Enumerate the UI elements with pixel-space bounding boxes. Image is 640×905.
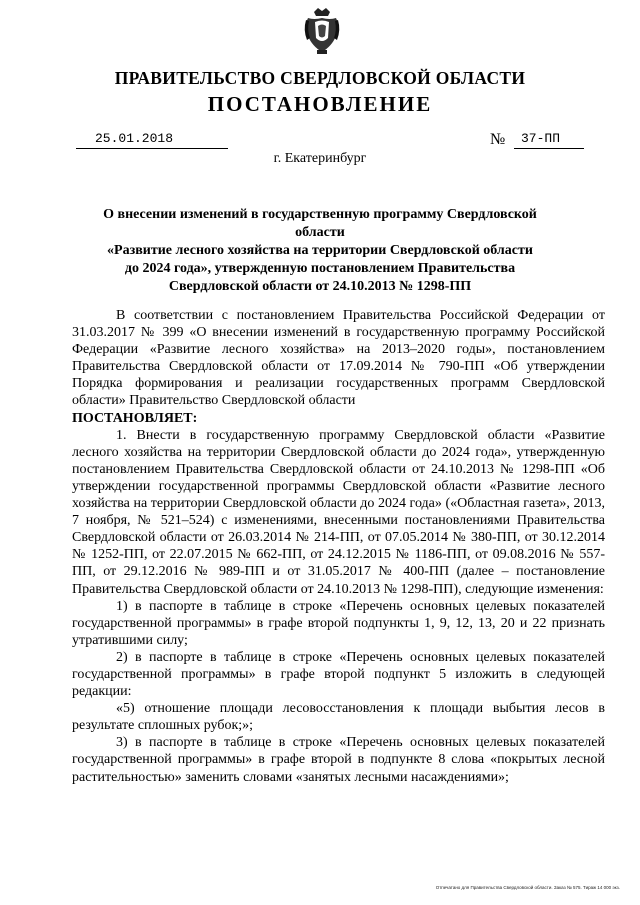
title-line: до 2024 года», утвержденную постановлением Правительства xyxy=(124,261,516,276)
title-line: «Развитие лесного хозяйства на территории Свердловской области xyxy=(107,243,533,258)
subitem-3-paragraph: 3) в паспорте в таблице в строке «Перечень основных целевых показателей государственной программы» в графе второй в подпункте 8 слова «покрытых лесной растительностью» заменить словами «занятых лесными насаждениями»; xyxy=(72,735,605,785)
number-sign: № xyxy=(490,131,506,148)
subitem-2-paragraph: 2) в паспорте в таблице в строке «Перечень основных целевых показателей государственной программы» в графе второй подпункт 5 изложить в следующей редакции: xyxy=(72,649,605,700)
print-footer: Отпечатано для Правительства Свердловской области. Заказ № 575. Тираж 14 000 экз. xyxy=(435,885,620,890)
city: г. Екатеринбург xyxy=(273,151,367,166)
resolves-heading: ПОСТАНОВЛЯЕТ: xyxy=(72,410,198,426)
document-type: ПОСТАНОВЛЕНИЕ xyxy=(207,92,433,116)
subitem-1-paragraph: 1) в паспорте в таблице в строке «Перечень основных целевых показателей государственной программы» в графе второй подпункты 1, 9, 12, 13, 20 и 22 признать утратившими силу; xyxy=(72,598,605,648)
government-name: ПРАВИТЕЛЬСТВО СВЕРДЛОВСКОЙ ОБЛАСТИ xyxy=(114,68,526,88)
document-title xyxy=(80,206,560,296)
document-body xyxy=(72,307,605,786)
title-line: О внесении изменений в государственную программу Свердловской области xyxy=(103,207,537,240)
preamble-paragraph: В соответствии с постановлением Правительства Российской Федерации от 31.03.2017 № 399 «О внесении изменений в государственную программу Российской Федерации «Развитие лесного хозяйства» на 2013–2020 годы», постановлением Правительства Свердловской области от 17.09.2014 № 790-ПП «Об утверждении Порядка формирования и реализации государственных программ Свердловской области» Правительство Свердловской области xyxy=(72,308,605,409)
document-number: 37-ПП xyxy=(521,131,561,146)
document-date: 25.01.2018 xyxy=(95,131,174,146)
subitem-2-quote: «5) отношение площади лесовосстановления к площади выбытия лесов в результате сплошных рубок;»; xyxy=(72,701,605,734)
number-underline xyxy=(514,148,584,149)
date-underline xyxy=(76,148,228,149)
item-1-paragraph: 1. Внести в государственную программу Свердловской области «Развитие лесного хозяйства на территории Свердловской области до 2024 года», утвержденную постановлением Правительства Свердловской области от 24.10.2013 № 1298-ПП «Об утверждении государственной программы Свердловской области «Развитие лесного хозяйства на территории Свердловской области до 2024 года» («Областная газета», 2013, 7 ноября, № 521–524) с изменениями, внесенными постановлениями Правительства Свердловской области от 26.03.2014 № 214-ПП, от 07.05.2014 № 380-ПП, от 30.12.2014 № 1252-ПП, от 22.07.2015 № 662-ПП, от 24.12.2015 № 1186-ПП, от 09.08.2016 № 557-ПП, от 29.12.2016 № 989-ПП и от 31.05.2017 № 400-ПП (далее – постановление Правительства Свердловской области от 24.10.2013 № 1298-ПП), следующие изменения: xyxy=(72,427,605,597)
coat-of-arms-emblem xyxy=(302,6,342,56)
title-line: Свердловской области от 24.10.2013 № 1298-ПП xyxy=(168,279,472,294)
